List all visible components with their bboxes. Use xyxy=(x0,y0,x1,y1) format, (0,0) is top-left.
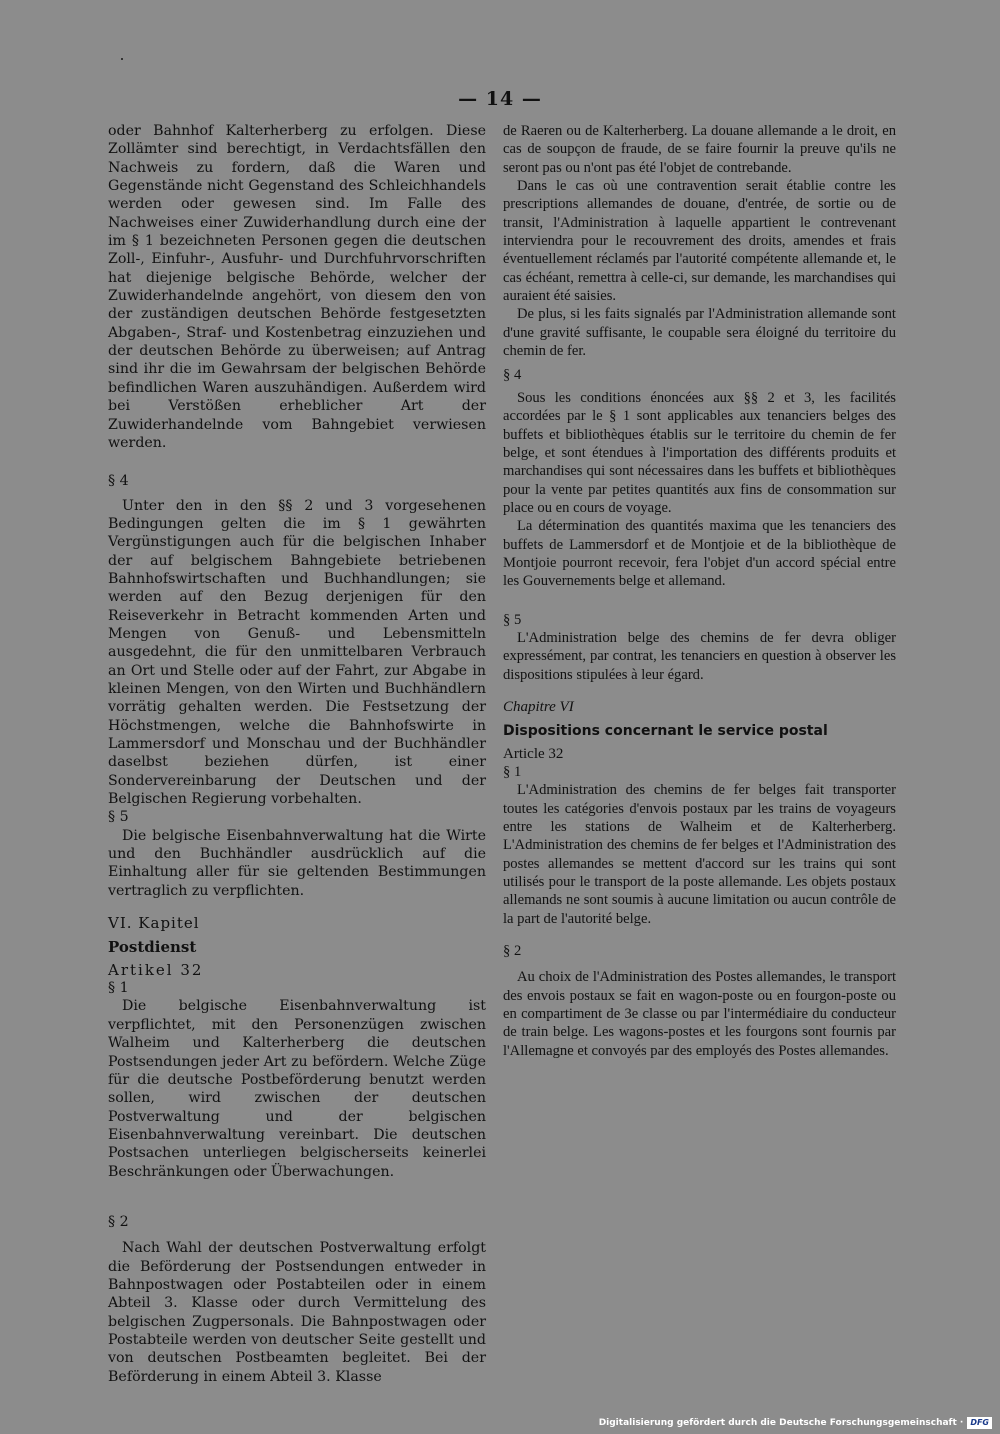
french-paragraph-2: Dans le cas où une contravention serait établie contre les prescriptions allemandes de douane, d'entrée, de sortie ou de transit, l'Administration à laquelle appartient le contrevenant interviendra pour le recouvrement des droits, amendes et frais éventuellement réclamés par l'autorité compétente allemande et, le cas échéant, remettra à celle-ci, sur demande, les marchandises qui auraient été saisies. xyxy=(503,178,896,305)
dfg-logo: DFG xyxy=(967,1417,992,1429)
french-article-section-1-title: § 1 xyxy=(503,764,522,780)
german-article-section-2-title: § 2 xyxy=(108,1213,129,1230)
french-article-heading: Article 32 xyxy=(503,745,564,762)
german-article-section-2-text: Nach Wahl der deutschen Postverwaltung erfolgt die Beförderung der Postsendungen entweder in Bahnpostwagen oder Postabteilen oder in einem Abteil 3. Klasse oder durch Vermittelung des belgischen Zugpersonals. Die Bahnpostwagen oder Postabteile werden von deutscher Seite gestellt und von deutschen Postbeamten begleitet. Bei der Beförderung in einem Abteil 3. Klasse xyxy=(108,1240,486,1385)
french-chapter-title: Dispositions concernant le service postal xyxy=(503,723,828,740)
footer-credit xyxy=(599,1416,992,1430)
scan-speck xyxy=(121,58,123,60)
french-paragraph-1: de Raeren ou de Kalterherberg. La douane allemande a le droit, en cas de soupçon de fraude, de se faire fournir la preuve qu'ils ne seront pas ou n'ont pas été l'objet de contrebande. xyxy=(503,123,896,176)
french-article-section-2-text: Au choix de l'Administration des Postes allemandes, le transport des envois postaux se fait en wagon-poste ou en fourgon-poste ou en compartiment de 3e classe ou par l'intermédiaire du conducteur de train belge. Les wagons-postes et les fourgons sont fournis par l'Allemagne et convoyés par des employés des Postes allemandes. xyxy=(503,969,896,1059)
german-chapter-title: Postdienst xyxy=(108,938,197,957)
german-article-section-1-text: Die belgische Eisenbahnverwaltung ist verpflichtet, mit den Personenzügen zwischen Walheim und Kalterherberg die deutschen Postsendungen jeder Art zu befördern. Welche Züge für die deutsche Postbeförderung benutzt werden sollen, wird zwischen der deutschen Postverwaltung und der belgischen Eisenbahnverwaltung vereinbart. Die deutschen Postsachen unterliegen belgischerseits keinerlei Beschränkungen oder Überwachungen. xyxy=(108,998,486,1180)
german-paragraph-1: oder Bahnhof Kalterherberg zu erfolgen. Diese Zollämter sind berechtigt, in Verdachtsfällen den Nachweis zu fordern, daß die Waren und Gegenstände nicht Gegenstand des Schleichhandels werden oder gewesen sind. Im Falle des Nachweises einer Zuwiderhandlung durch eine der im § 1 bezeichneten Personen gegen die deutschen Zoll-, Einfuhr-, Ausfuhr- und Durchfuhrvorschriften hat diejenige belgische Behörde, welcher der Zuwiderhandelnde angehört, von diesem den von der zuständigen deutschen Behörde festgesetzten Abgaben-, Straf- und Kostenbetrag einzuziehen und der deutschen Behörde zu überweisen; auf Antrag sind ihr die im Gewahrsam der belgischen Behörde befindlichen Waren auszuhändigen. Außerdem wird bei Verstößen erheblicher Art der Zuwiderhandelnde vom Bahngebiet verwiesen werden. xyxy=(108,123,486,451)
french-section-5-text: L'Administration belge des chemins de fer devra obliger expressément, par contrat, les tenanciers en question à observer les dispositions stipulées à leur égard. xyxy=(503,629,896,683)
german-section-5-title: § 5 xyxy=(108,809,129,826)
german-section-4-title: § 4 xyxy=(108,473,129,490)
german-chapter-heading: VI. Kapitel xyxy=(108,914,200,933)
french-section-4-text-a: Sous les conditions énoncées aux §§ 2 et 3, les facilités accordées par le § 1 sont applicables aux tenanciers belges des buffets et bibliothèques établis sur le territoire du chemin de fer belge, et sont étendues à l'importation des différents produits et marchandises qui sont nécessaires dans les buffets et bibliothèques pour la vente par petites quantités aux fins de consommation sur place ou en cours de voyage. xyxy=(503,389,896,516)
german-article-section-1-title: § 1 xyxy=(108,980,129,997)
french-section-4-text-b: La détermination des quantités maxima que les tenanciers des buffets de Lammersdorf et de Montjoie et de la bibliothèque de Montjoie pourront recevoir, fera l'objet d'un accord spécial entre les Gouvernements belge et allemand. xyxy=(503,518,896,590)
german-section-5-text: Die belgische Eisenbahnverwaltung hat die Wirte und den Buchhändler ausdrücklich auf die Einhaltung aller für sie geltenden Bestimmungen vertraglich zu verpflichten. xyxy=(108,827,486,899)
german-article-heading: Artikel 32 xyxy=(108,960,204,979)
french-chapter-heading: Chapitre VI xyxy=(503,698,574,715)
french-article-section-1-text: L'Administration des chemins de fer belges fait transporter toutes les catégories d'envois postaux par les trains de voyageurs entre les stations de Walheim et de Kalterherberg. L'Administration des chemins de fer belges et l'Administration des postes allemandes se mettent d'accord sur les trains qui sont utilisés pour le transport de la poste allemande. Les objets postaux allemands ne sont soumis à aucune limitation ou aucun contrôle de la part de l'autorité belge. xyxy=(503,782,896,927)
german-section-4-text: Unter den in den §§ 2 und 3 vorgesehenen Bedingungen gelten die im § 1 gewährten Vergünstigungen auch für die belgischen Inhaber der auf belgischem Bahngebiete betriebenen Bahnhofswirtschaften und Buchhandlungen; sie werden auf den Bezug derjenigen für den Reiseverkehr in Betracht kommenden Arten und Mengen von Genuß- und Lebensmitteln ausgedehnt, die für den unmittelbaren Verbrauch an Ort und Stelle oder auf der Fahrt, zur Abgabe in kleinen Mengen, von den Wirten und Buchhändlern vorrätig gehalten werden. Die Festsetzung der Höchstmengen, welche die Bahnhofswirte in Lammersdorf und Monschau und der Buchhändler daselbst beziehen dürfen, ist einer Sondervereinbarung der Deutschen und der Belgischen Regierung vorbehalten. xyxy=(108,497,486,808)
french-paragraph-3: De plus, si les faits signalés par l'Administration allemande sont d'une gravité suffisante, le coupable sera éloigné du territoire du chemin de fer. xyxy=(503,306,896,360)
french-article-section-2-title: § 2 xyxy=(503,943,522,960)
german-column xyxy=(108,122,486,1386)
french-section-5-title: § 5 xyxy=(503,611,522,628)
french-section-4-title: § 4 xyxy=(503,367,522,384)
footer-credit-text: Digitalisierung gefördert durch die Deutsche Forschungsgemeinschaft · xyxy=(598,1418,964,1428)
french-column xyxy=(503,122,896,1060)
page-number: — 14 — xyxy=(458,88,542,110)
